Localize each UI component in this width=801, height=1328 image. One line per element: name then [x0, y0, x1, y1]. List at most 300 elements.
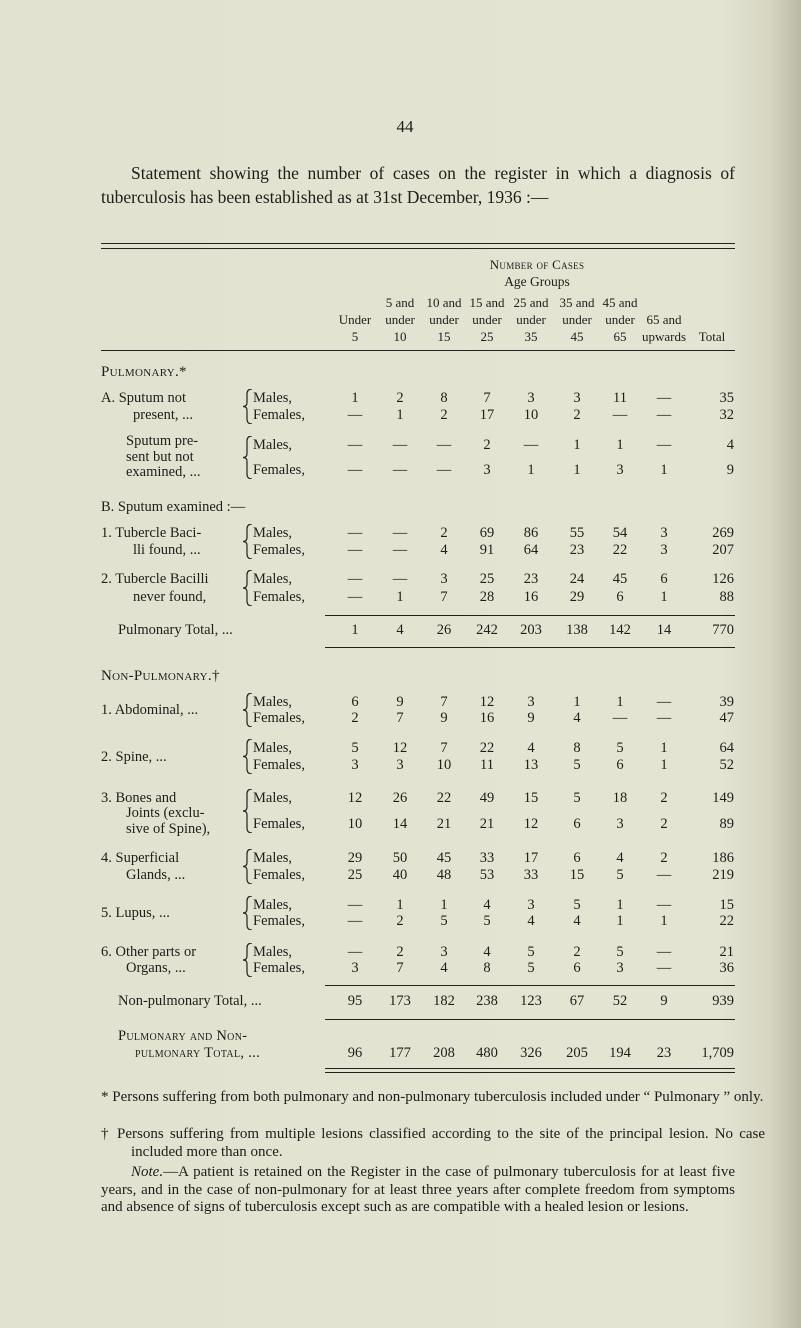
table-cell: 1	[527, 462, 535, 478]
table-cell: 4	[527, 913, 535, 929]
table-cell: 15	[569, 867, 585, 883]
table-cell: 5	[573, 757, 581, 773]
table-cell: 3	[660, 542, 668, 558]
table-cell: —	[656, 960, 672, 976]
table-cell: 6	[573, 850, 581, 866]
table-cell: 5	[616, 740, 624, 756]
column-header: Total	[698, 329, 726, 344]
table-cell: 1	[573, 437, 581, 453]
footnote-asterisk: * Persons suffering from both pulmonary and non-pulmonary tuberculosis included under “ Pulmonary ” only.	[101, 1089, 764, 1105]
table-cell: 3	[396, 757, 404, 773]
table-cell: 326	[520, 1045, 542, 1061]
table-cell: 55	[569, 525, 585, 541]
table-cell: 1	[660, 740, 668, 756]
brace-icon	[243, 524, 253, 559]
column-header: 35 and	[559, 295, 595, 310]
note-text: —A patient is retained on the Register in the case of pulmonary tuberculosis for at least five years, and in the case of non-pulmonary for at least three years after complete freedom from symptoms and absence of signs of tuberculosis except such as are compatible with a healed lesion or lesions.	[101, 1164, 735, 1215]
row-label: 1. Abdominal, ...	[101, 702, 199, 718]
column-header: under	[385, 312, 415, 327]
sex-label: Females,	[253, 407, 305, 423]
table-cell: 10	[436, 757, 452, 773]
total-cell: 126	[712, 571, 734, 587]
table-cell: 8	[440, 390, 448, 406]
table-cell: 3	[616, 960, 624, 976]
row-label: sive of Spine),	[126, 821, 211, 837]
table-cell: 9	[527, 710, 535, 726]
table-cell: 4	[396, 622, 404, 638]
table-cell: —	[612, 407, 628, 423]
table-cell: 26	[392, 790, 408, 806]
table-cell: 7	[440, 694, 448, 710]
total-cell: 32	[719, 407, 734, 423]
table-cell: —	[656, 897, 672, 913]
bottom-rule	[325, 1072, 735, 1073]
table-cell: 205	[566, 1045, 588, 1061]
total-cell: 149	[712, 790, 734, 806]
table-cell: —	[347, 913, 363, 929]
column-header: under	[516, 312, 546, 327]
table-cell: 1	[396, 897, 404, 913]
total-cell: 35	[719, 390, 734, 406]
table-cell: 48	[436, 867, 452, 883]
table-cell: 64	[523, 542, 539, 558]
table-cell: 138	[566, 622, 588, 638]
table-cell: —	[392, 437, 408, 453]
table-cell: 5	[527, 960, 535, 976]
table-cell: 123	[520, 993, 542, 1009]
column-header: 25 and	[513, 295, 549, 310]
column-header: 35	[524, 329, 538, 344]
table-cell: 33	[479, 850, 495, 866]
total-cell: 36	[719, 960, 734, 976]
column-header: 10	[393, 329, 407, 344]
table-cell: —	[656, 867, 672, 883]
row-label: never found,	[133, 589, 207, 605]
table-cell: 45	[436, 850, 452, 866]
table-cell: 86	[523, 525, 539, 541]
table-cell: 8	[573, 740, 581, 756]
total-cell: 15	[719, 897, 734, 913]
table-cell: 2	[396, 913, 404, 929]
table-cell: 67	[569, 993, 585, 1009]
table-cell: 25	[479, 571, 495, 587]
sex-label: Females,	[253, 542, 305, 558]
row-label: present, ...	[133, 407, 193, 423]
table-cell: 6	[660, 571, 668, 587]
total-cell: 47	[719, 710, 734, 726]
column-header: 15	[437, 329, 451, 344]
table-cell: 10	[523, 407, 539, 423]
table-cell: 1	[616, 694, 624, 710]
table-cell: 69	[479, 525, 495, 541]
sex-label: Females,	[253, 757, 305, 773]
table-cell: 4	[616, 850, 624, 866]
table-cell: 10	[347, 816, 363, 832]
row-label: lli found, ...	[133, 542, 201, 558]
table-cell: 5	[573, 897, 581, 913]
table-cell: 1	[616, 897, 624, 913]
table-cell: 23	[656, 1045, 672, 1061]
note-label: Note.	[131, 1164, 164, 1180]
sub-header: Age Groups	[504, 274, 570, 289]
sex-label: Males,	[253, 571, 293, 587]
table-cell: —	[347, 944, 363, 960]
table-top-rule	[101, 243, 735, 244]
table-cell: 1	[660, 462, 668, 478]
table-cell: 5	[573, 790, 581, 806]
brace-icon	[243, 436, 253, 479]
total-cell: 4	[726, 437, 734, 453]
table-cell: 1	[573, 462, 581, 478]
table-cell: 12	[392, 740, 408, 756]
table-cell: 16	[523, 589, 539, 605]
table-cell: 1	[660, 913, 668, 929]
grand-total-label: pulmonary Total, ...	[135, 1045, 260, 1061]
row-label: 3. Bones and	[101, 790, 177, 806]
row-label: Sputum pre-	[126, 433, 199, 449]
table-cell: 12	[479, 694, 495, 710]
sex-label: Males,	[253, 944, 293, 960]
total-label: Pulmonary Total, ...	[118, 622, 233, 638]
table-rule	[325, 647, 735, 648]
table-cell: 4	[483, 897, 491, 913]
brace-icon	[243, 943, 253, 977]
table-cell: 5	[351, 740, 359, 756]
table-cell: 3	[351, 757, 359, 773]
table-cell: 2	[396, 390, 404, 406]
sex-label: Males,	[253, 897, 293, 913]
column-header: 25	[480, 329, 494, 344]
table-cell: 7	[396, 710, 404, 726]
table-cell: 6	[573, 960, 581, 976]
total-cell: 1,709	[701, 1045, 734, 1061]
row-label: 6. Other parts or	[101, 944, 197, 960]
column-header: 5 and	[385, 295, 415, 310]
table-cell: 4	[573, 710, 581, 726]
table-cell: 7	[440, 740, 448, 756]
column-header: under	[472, 312, 502, 327]
table-cell: —	[347, 542, 363, 558]
row-label: sent but not	[126, 449, 194, 465]
bottom-rule	[325, 1068, 735, 1069]
table-cell: 142	[609, 622, 631, 638]
brace-icon	[243, 570, 253, 606]
section-heading-non-pulmonary: Non-Pulmonary.†	[101, 668, 220, 684]
footnote-dagger: † Persons suffering from multiple lesions classified according to the site of the principal lesion. No case included more than once.	[101, 1126, 765, 1160]
row-label: Organs, ...	[126, 960, 186, 976]
total-cell: 39	[719, 694, 734, 710]
table-cell: 18	[612, 790, 628, 806]
table-cell: 28	[479, 589, 495, 605]
table-cell: 53	[479, 867, 495, 883]
table-cell: —	[347, 897, 363, 913]
table-cell: 17	[479, 407, 495, 423]
table-cell: 17	[523, 850, 539, 866]
table-cell: 9	[660, 993, 668, 1009]
table-rule	[325, 985, 735, 986]
table-cell: 6	[616, 589, 624, 605]
table-cell: 7	[483, 390, 491, 406]
table-cell: 12	[523, 816, 539, 832]
sex-label: Males,	[253, 740, 293, 756]
sex-label: Females,	[253, 589, 305, 605]
brace-icon	[243, 849, 253, 884]
table-cell: 5	[527, 944, 535, 960]
total-cell: 52	[719, 757, 734, 773]
sex-label: Males,	[253, 437, 293, 453]
table-rule	[325, 1019, 735, 1020]
sex-label: Females,	[253, 710, 305, 726]
table-cell: 1	[440, 897, 448, 913]
table-cell: 50	[392, 850, 408, 866]
table-cell: 9	[396, 694, 404, 710]
table-cell: 2	[573, 944, 581, 960]
table-cell: 2	[483, 437, 491, 453]
table-cell: —	[612, 710, 628, 726]
table-cell: 1	[351, 390, 359, 406]
row-label: 1. Tubercle Baci-	[101, 525, 202, 541]
table-cell: 91	[479, 542, 495, 558]
sex-label: Males,	[253, 790, 293, 806]
table-cell: —	[656, 407, 672, 423]
table-cell: 4	[440, 960, 448, 976]
table-cell: 3	[573, 390, 581, 406]
sex-label: Females,	[253, 462, 305, 478]
table-cell: 21	[436, 816, 452, 832]
table-top-rule	[101, 248, 735, 249]
table-cell: 1	[396, 407, 404, 423]
table-cell: 3	[440, 571, 448, 587]
table-cell: —	[436, 462, 452, 478]
column-header: under	[429, 312, 459, 327]
table-cell: —	[347, 589, 363, 605]
column-header: under	[605, 312, 635, 327]
table-cell: 2	[440, 407, 448, 423]
table-cell: 5	[440, 913, 448, 929]
total-cell: 939	[712, 993, 734, 1009]
table-rule	[325, 615, 735, 616]
column-header: 15 and	[469, 295, 505, 310]
brace-icon	[243, 693, 253, 727]
table-cell: —	[436, 437, 452, 453]
table-cell: 238	[476, 993, 498, 1009]
header-rule	[101, 350, 735, 351]
table-cell: 3	[440, 944, 448, 960]
table-cell: 3	[351, 960, 359, 976]
row-label: 2. Tubercle Bacilli	[101, 571, 209, 587]
total-cell: 89	[719, 816, 734, 832]
total-cell: 9	[726, 462, 734, 478]
row-label: 4. Superficial	[101, 850, 180, 866]
footnote-note	[101, 1164, 735, 1217]
table-cell: —	[656, 390, 672, 406]
total-cell: 88	[719, 589, 734, 605]
table-cell: 23	[523, 571, 539, 587]
table-cell: 177	[389, 1045, 411, 1061]
table-cell: 12	[347, 790, 363, 806]
table-cell: 7	[440, 589, 448, 605]
column-header: 5	[351, 329, 359, 344]
sex-label: Females,	[253, 816, 305, 832]
table-cell: —	[656, 437, 672, 453]
table-cell: 4	[483, 944, 491, 960]
table-cell: 2	[660, 790, 668, 806]
column-header: 45	[570, 329, 584, 344]
column-header: Under	[338, 312, 372, 327]
brace-icon	[243, 389, 253, 424]
table-cell: —	[347, 407, 363, 423]
table-cell: 14	[656, 622, 672, 638]
table-cell: 3	[527, 897, 535, 913]
table-cell: 26	[436, 622, 452, 638]
sex-label: Males,	[253, 850, 293, 866]
table-cell: 22	[479, 740, 495, 756]
sex-label: Males,	[253, 390, 293, 406]
page-number: 44	[396, 117, 414, 136]
table-cell: 208	[433, 1045, 455, 1061]
table-cell: 95	[347, 993, 363, 1009]
column-header: under	[562, 312, 592, 327]
table-cell: 40	[392, 867, 408, 883]
table-cell: 33	[523, 867, 539, 883]
table-cell: 15	[523, 790, 539, 806]
table-cell: 2	[660, 816, 668, 832]
table-cell: 1	[396, 589, 404, 605]
table-cell: 1	[660, 757, 668, 773]
table-cell: 2	[660, 850, 668, 866]
table-cell: 1	[351, 622, 359, 638]
table-cell: 2	[440, 525, 448, 541]
super-header: Number of Cases	[489, 257, 585, 272]
table-cell: 11	[480, 757, 494, 773]
table-cell: —	[392, 462, 408, 478]
total-cell: 22	[719, 913, 734, 929]
table-cell: 11	[613, 390, 627, 406]
table-cell: 23	[569, 542, 585, 558]
table-cell: —	[347, 571, 363, 587]
total-cell: 186	[712, 850, 734, 866]
table-cell: 173	[389, 993, 411, 1009]
total-label: Non-pulmonary Total, ...	[118, 993, 262, 1009]
table-cell: 4	[573, 913, 581, 929]
table-cell: —	[347, 525, 363, 541]
total-cell: 269	[712, 525, 734, 541]
sex-label: Males,	[253, 525, 293, 541]
row-label: Glands, ...	[126, 867, 186, 883]
table-cell: —	[656, 944, 672, 960]
table-cell: —	[656, 710, 672, 726]
table-cell: —	[347, 462, 363, 478]
column-header: upwards	[641, 329, 687, 344]
table-cell: 29	[347, 850, 363, 866]
table-cell: 14	[392, 816, 408, 832]
table-cell: 45	[612, 571, 628, 587]
table-cell: 21	[479, 816, 495, 832]
table-cell: 5	[616, 867, 624, 883]
total-cell: 770	[712, 622, 734, 638]
table-cell: 3	[616, 462, 624, 478]
table-cell: 480	[476, 1045, 498, 1061]
table-cell: 203	[520, 622, 542, 638]
table-cell: 1	[660, 589, 668, 605]
brace-icon	[243, 739, 253, 774]
table-cell: 9	[440, 710, 448, 726]
subheading-sputum-examined: B. Sputum examined :—	[101, 499, 246, 515]
table-cell: 6	[351, 694, 359, 710]
table-cell: 4	[527, 740, 535, 756]
column-header: 65 and	[646, 312, 682, 327]
total-cell: 21	[719, 944, 734, 960]
table-cell: 2	[573, 407, 581, 423]
table-cell: 6	[573, 816, 581, 832]
table-cell: 3	[616, 816, 624, 832]
sex-label: Females,	[253, 867, 305, 883]
row-label: Joints (exclu-	[126, 805, 205, 821]
total-cell: 64	[719, 740, 734, 756]
table-cell: 6	[616, 757, 624, 773]
sex-label: Males,	[253, 694, 293, 710]
table-cell: —	[392, 525, 408, 541]
brace-icon	[243, 896, 253, 930]
total-cell: 207	[712, 542, 734, 558]
sex-label: Females,	[253, 960, 305, 976]
row-label: 5. Lupus, ...	[101, 905, 170, 921]
table-cell: 22	[436, 790, 452, 806]
column-header: 65	[613, 329, 627, 344]
table-cell: 13	[523, 757, 539, 773]
table-cell: 25	[347, 867, 363, 883]
table-cell: 54	[612, 525, 628, 541]
total-cell: 219	[712, 867, 734, 883]
row-label: A. Sputum not	[101, 390, 186, 406]
table-cell: 29	[569, 589, 585, 605]
section-heading-pulmonary: Pulmonary.*	[101, 364, 187, 380]
table-cell: 52	[612, 993, 628, 1009]
column-header: 45 and	[602, 295, 638, 310]
table-cell: 96	[347, 1045, 363, 1061]
table-cell: 5	[483, 913, 491, 929]
table-cell: 24	[569, 571, 585, 587]
table-cell: 5	[616, 944, 624, 960]
table-cell: 2	[351, 710, 359, 726]
table-cell: —	[523, 437, 539, 453]
table-cell: 1	[573, 694, 581, 710]
table-cell: 8	[483, 960, 491, 976]
table-cell: 1	[616, 437, 624, 453]
table-cell: —	[392, 542, 408, 558]
table-cell: 1	[616, 913, 624, 929]
column-header: 10 and	[426, 295, 462, 310]
table-cell: 16	[479, 710, 495, 726]
table-cell: 182	[433, 993, 455, 1009]
table-cell: 22	[612, 542, 628, 558]
table-cell: —	[656, 694, 672, 710]
table-cell: 3	[527, 694, 535, 710]
row-label: 2. Spine, ...	[101, 749, 167, 765]
table-cell: 242	[476, 622, 498, 638]
table-cell: 3	[483, 462, 491, 478]
row-label: examined, ...	[126, 464, 201, 480]
table-cell: 194	[609, 1045, 631, 1061]
table-cell: 4	[440, 542, 448, 558]
table-cell: 7	[396, 960, 404, 976]
sex-label: Females,	[253, 913, 305, 929]
table-cell: —	[392, 571, 408, 587]
table-cell: 3	[660, 525, 668, 541]
table-cell: 2	[396, 944, 404, 960]
grand-total-label: Pulmonary and Non-	[118, 1028, 248, 1044]
statement-title: Statement showing the number of cases on the register in which a diagnosis of tuberculosis has been established as at 31st December, 1936 :—	[101, 163, 735, 207]
